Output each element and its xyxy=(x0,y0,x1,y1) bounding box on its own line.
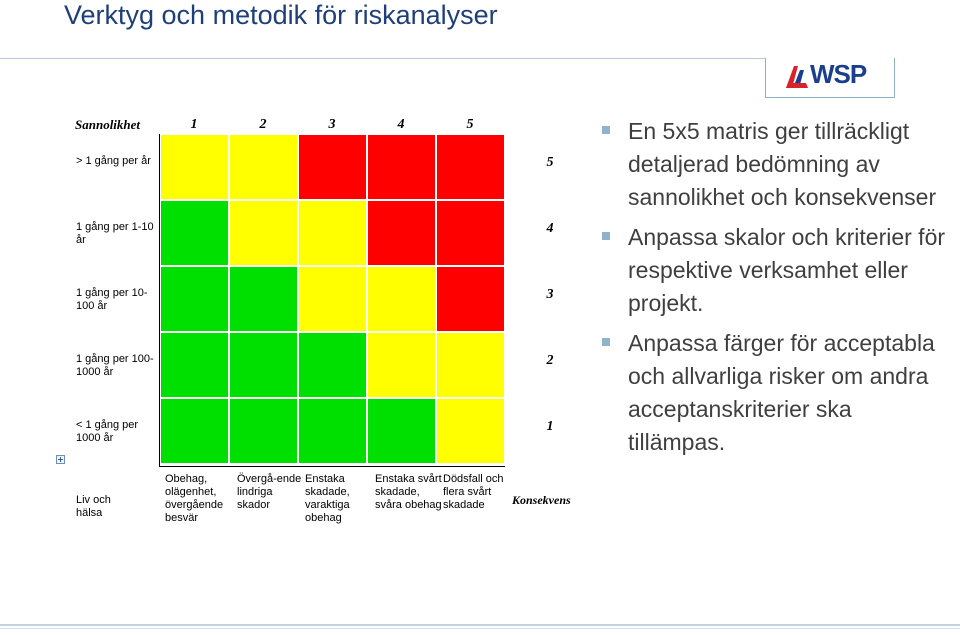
probability-row-label: 1 gång per 100-1000 år xyxy=(76,353,154,378)
risk-cell-yellow xyxy=(298,266,367,332)
risk-cell-green xyxy=(298,332,367,398)
consequence-label: Dödsfall och flera svårt skadade xyxy=(443,473,504,511)
probability-row-label: > 1 gång per år xyxy=(76,155,151,167)
header-divider xyxy=(0,58,765,59)
bullet-item xyxy=(600,327,950,459)
risk-cell-yellow xyxy=(367,332,436,398)
row-number: 2 xyxy=(546,353,554,368)
risk-cell-green xyxy=(367,398,436,464)
wsp-logo xyxy=(765,58,895,98)
row-number: 3 xyxy=(546,287,554,302)
wsp-logo-mark-icon xyxy=(784,62,810,90)
bullet-square-icon xyxy=(602,338,610,346)
risk-cell-green xyxy=(160,332,229,398)
risk-cell-yellow xyxy=(229,134,298,200)
risk-cell-yellow xyxy=(229,200,298,266)
row-number: 5 xyxy=(546,155,554,170)
bullet-text: Anpassa färger för acceptabla och allvarliga risker om andra acceptanskriterier ska tillämpas. xyxy=(628,330,935,455)
risk-cell-green xyxy=(298,398,367,464)
bullet-list xyxy=(600,115,950,466)
probability-axis-title: Sannolikhet xyxy=(75,117,141,132)
consequence-label: Övergå-ende lindriga skador xyxy=(237,473,302,511)
risk-cell-red xyxy=(367,200,436,266)
risk-cell-yellow xyxy=(367,266,436,332)
bullet-item xyxy=(600,221,950,320)
column-number: 4 xyxy=(397,117,405,132)
risk-cell-green xyxy=(160,398,229,464)
risk-cell-yellow xyxy=(298,200,367,266)
expand-icon[interactable] xyxy=(56,455,65,464)
bullet-item xyxy=(600,115,950,214)
slide-title: Verktyg och metodik för riskanalyser xyxy=(64,0,498,30)
risk-cell-red xyxy=(298,134,367,200)
consequence-label: Obehag, olägenhet, övergående besvär xyxy=(165,473,224,524)
probability-row-label: 1 gång per 1-10 år xyxy=(76,221,154,246)
footer-divider xyxy=(0,624,960,626)
consequence-axis-title: Konsekvens xyxy=(512,493,571,507)
risk-cell-red xyxy=(436,266,505,332)
risk-cell-red xyxy=(367,134,436,200)
column-number: 2 xyxy=(259,117,267,132)
risk-cell-red xyxy=(436,134,505,200)
column-number: 3 xyxy=(328,117,336,132)
risk-cell-green xyxy=(229,332,298,398)
bullet-text: Anpassa skalor och kriterier för respektive verksamhet eller projekt. xyxy=(628,224,946,316)
consequence-label: Enstaka svårt skadade, svåra obehag xyxy=(375,473,442,511)
risk-cell-yellow xyxy=(436,398,505,464)
probability-row-label: < 1 gång per 1000 år xyxy=(76,419,139,444)
risk-cell-yellow xyxy=(160,134,229,200)
bullet-square-icon xyxy=(602,126,610,134)
row-number: 4 xyxy=(546,221,554,236)
column-number: 1 xyxy=(190,117,198,132)
category-label: Liv och hälsa xyxy=(76,494,111,519)
consequence-label: Enstaka skadade, varaktiga obehag xyxy=(305,473,350,524)
risk-cell-yellow xyxy=(436,332,505,398)
bullet-text: En 5x5 matris ger tillräckligt detaljerad bedömning av sannolikhet och konsekvenser xyxy=(628,118,937,210)
risk-cell-green xyxy=(229,398,298,464)
risk-cell-green xyxy=(229,266,298,332)
bullet-square-icon xyxy=(602,232,610,240)
risk-grid xyxy=(159,134,505,467)
risk-cell-red xyxy=(436,200,505,266)
probability-row-label: 1 gång per 10-100 år xyxy=(76,287,148,312)
column-number: 5 xyxy=(466,117,474,132)
wsp-logo-text: WSP xyxy=(810,59,867,89)
row-number: 1 xyxy=(546,419,554,434)
risk-cell-green xyxy=(160,266,229,332)
plus-icon xyxy=(57,456,64,463)
footer-divider-thin xyxy=(0,628,960,629)
risk-cell-green xyxy=(160,200,229,266)
